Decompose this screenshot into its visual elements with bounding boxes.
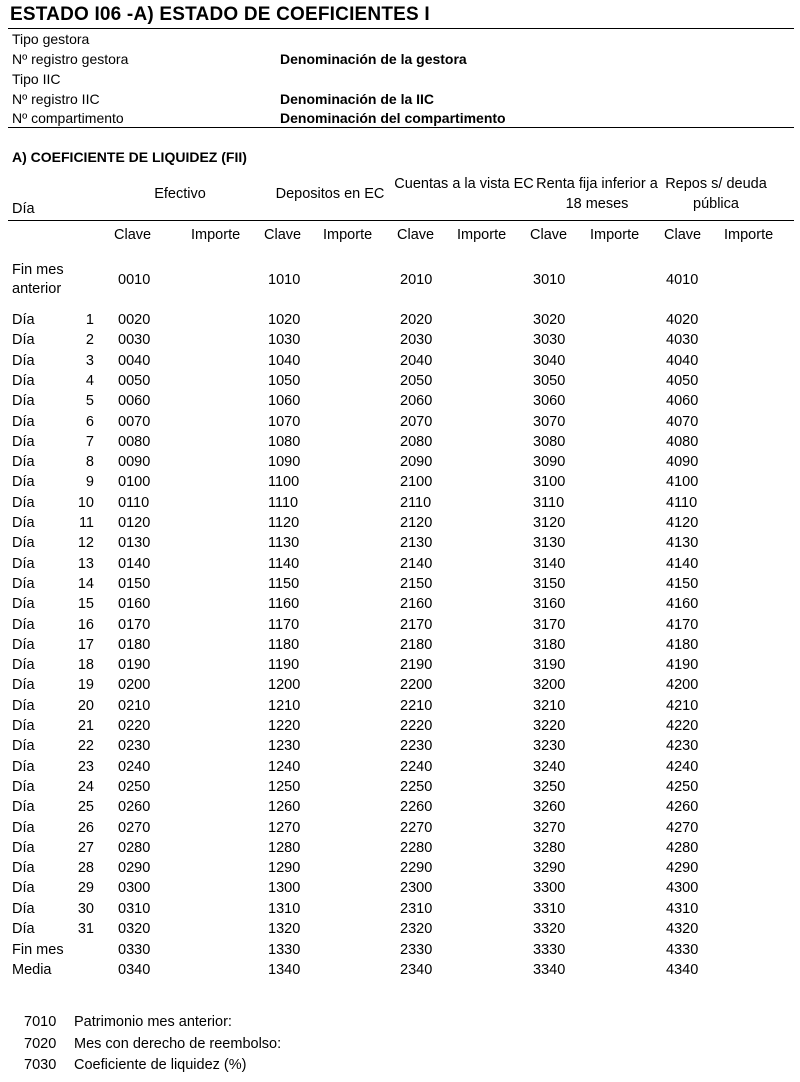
clave-code: 3100: [533, 474, 566, 491]
column-group-header: Repos s/ deuda pública: [665, 176, 767, 212]
row-day-number: 4: [85, 372, 94, 389]
clave-code: 4100: [666, 474, 699, 491]
clave-code: 3290: [533, 860, 566, 877]
column-group-header: Efectivo: [154, 186, 206, 202]
row-label: Día: [12, 880, 35, 897]
clave-code: 3170: [533, 616, 566, 633]
clave-code: 0030: [118, 332, 151, 349]
row-label: Día: [12, 312, 35, 328]
clave-code: 4300: [666, 880, 699, 897]
clave-code: 3300: [533, 880, 566, 897]
clave-code: 4020: [666, 312, 699, 328]
row-label: Día: [12, 657, 35, 674]
row-day-number: 15: [77, 596, 94, 613]
clave-code: 4030: [666, 332, 699, 349]
row-label: Día: [12, 393, 35, 410]
clave-code: 3220: [533, 718, 566, 734]
clave-code: 2160: [400, 596, 433, 613]
clave-code: 1280: [268, 839, 301, 856]
row-label: Día: [12, 596, 35, 613]
footer-label: Patrimonio mes anterior:: [74, 1014, 232, 1030]
clave-code: 0100: [118, 474, 151, 491]
clave-code: 2140: [400, 555, 433, 572]
row-day-number: 25: [77, 799, 94, 816]
clave-code: 4040: [666, 352, 699, 369]
clave-code: 2010: [400, 272, 433, 288]
footer-code: 7030: [24, 1057, 57, 1073]
clave-code: 0130: [118, 535, 151, 552]
clave-code: 2190: [400, 657, 433, 674]
header-field-value: Denominación de la IIC: [280, 91, 435, 107]
importe-header: Importe: [457, 227, 507, 243]
clave-code: 4060: [666, 393, 699, 410]
clave-code: 1250: [268, 778, 301, 795]
clave-code: 2020: [400, 312, 433, 328]
row-day-number: 22: [77, 738, 94, 755]
clave-code: 3070: [533, 413, 566, 430]
header-field: [12, 90, 772, 108]
clave-code: 2270: [400, 819, 433, 836]
row-label: Día: [12, 413, 35, 430]
clave-code: 2210: [400, 697, 433, 714]
row-label: Día: [12, 718, 35, 734]
clave-code: 1270: [268, 819, 301, 836]
clave-code: 0070: [118, 413, 151, 430]
clave-code: 3110: [533, 494, 565, 511]
clave-code: 4190: [666, 657, 699, 674]
header-field-label: Tipo IIC: [12, 71, 61, 87]
row-day-number: 10: [77, 494, 94, 511]
row-label: Día: [12, 433, 35, 450]
clave-code: 4320: [666, 921, 699, 937]
clave-code: 1240: [268, 758, 301, 775]
clave-code: 3050: [533, 372, 566, 389]
row-day-number: 30: [77, 900, 94, 917]
clave-code: 2340: [400, 962, 433, 978]
clave-code: 1110: [268, 494, 299, 511]
clave-code: 4260: [666, 799, 699, 816]
clave-code: 0220: [118, 718, 151, 734]
clave-code: 3090: [533, 454, 566, 471]
clave-code: 4130: [666, 535, 699, 552]
header-divider: [8, 127, 794, 128]
importe-header: Importe: [323, 227, 373, 243]
row-day-number: 1: [85, 312, 94, 328]
row-day-number: 16: [77, 616, 94, 633]
clave-code: 2280: [400, 839, 433, 856]
row-day-number: 14: [77, 575, 94, 592]
clave-code: 4220: [666, 718, 699, 734]
clave-code: 2220: [400, 718, 433, 734]
clave-code: 2080: [400, 433, 433, 450]
row-label: Día: [12, 474, 35, 491]
column-group-header: Renta fija inferior a 18 meses: [536, 176, 658, 212]
row-day-number: 2: [85, 332, 94, 349]
row-label: Día: [12, 535, 35, 552]
clave-code: 0240: [118, 758, 151, 775]
clave-code: 1340: [268, 962, 301, 978]
clave-code: 1260: [268, 799, 301, 816]
clave-code: 0340: [118, 962, 151, 978]
clave-code: 3040: [533, 352, 566, 369]
header-field-value: Denominación del compartimento: [280, 110, 506, 126]
clave-code: 2120: [400, 515, 433, 531]
row-label: Media: [12, 962, 52, 978]
footer-code: 7020: [24, 1036, 57, 1052]
clave-code: 0210: [118, 697, 151, 714]
clave-code: 0080: [118, 433, 151, 450]
clave-code: 4230: [666, 738, 699, 755]
clave-code: 3160: [533, 596, 566, 613]
row-label: Día: [12, 494, 35, 511]
clave-code: 1080: [268, 433, 301, 450]
clave-code: 1300: [268, 880, 301, 897]
clave-code: 4010: [666, 272, 699, 288]
clave-code: 1180: [268, 636, 300, 653]
clave-code: 4180: [666, 636, 699, 653]
importe-header: Importe: [590, 227, 640, 243]
row-label: Día: [12, 900, 35, 917]
row-label: Día: [12, 758, 35, 775]
clave-code: 0230: [118, 738, 151, 755]
importe-header: Importe: [191, 227, 241, 243]
row-label: Día: [12, 372, 35, 389]
clave-code: 4150: [666, 575, 699, 592]
header-field: [12, 70, 772, 88]
clave-code: 0260: [118, 799, 151, 816]
clave-code: 1090: [268, 454, 301, 471]
clave-code: 4170: [666, 616, 699, 633]
row-label: Día: [12, 819, 35, 836]
clave-code: 2230: [400, 738, 433, 755]
row-label: Día: [12, 454, 35, 471]
clave-code: 3270: [533, 819, 566, 836]
clave-code: 0150: [118, 575, 151, 592]
clave-code: 0280: [118, 839, 151, 856]
clave-code: 2090: [400, 454, 433, 471]
column-group-header: Depositos en EC: [275, 186, 385, 202]
header-field: [12, 30, 772, 48]
clave-code: 2110: [400, 494, 432, 511]
row-label: Fin mes: [12, 941, 64, 958]
clave-code: 3020: [533, 312, 566, 328]
row-label: Día: [12, 515, 35, 531]
clave-code: 1210: [268, 697, 301, 714]
row-day-number: 19: [77, 677, 94, 694]
clave-code: 3180: [533, 636, 566, 653]
row-day-number: 29: [77, 880, 94, 897]
row-day-number: 23: [77, 758, 94, 775]
clave-code: 0160: [118, 596, 151, 613]
row-day-number: 11: [78, 515, 94, 531]
clave-code: 3310: [533, 900, 566, 917]
row-day-number: 12: [77, 535, 94, 552]
row-label: Fin mes anterior: [12, 262, 64, 297]
clave-code: 3260: [533, 799, 566, 816]
clave-code: 3060: [533, 393, 566, 410]
header-field-label: Nº compartimento: [12, 110, 124, 126]
importe-header: Importe: [724, 227, 774, 243]
clave-code: 2330: [400, 941, 433, 958]
header-field: [12, 50, 772, 68]
clave-code: 1200: [268, 677, 301, 694]
row-label: Día: [12, 799, 35, 816]
row-day-number: 24: [77, 778, 94, 795]
clave-code: 4240: [666, 758, 699, 775]
column-group-header: Cuentas a la vista EC: [394, 176, 534, 192]
row-day-number: 27: [77, 839, 94, 856]
clave-code: 4080: [666, 433, 699, 450]
row-label: Día: [12, 555, 35, 572]
clave-code: 4250: [666, 778, 699, 795]
clave-code: 2240: [400, 758, 433, 775]
clave-code: 3150: [533, 575, 566, 592]
clave-code: 1010: [268, 272, 301, 288]
row-day-number: 31: [77, 921, 94, 937]
clave-code: 1070: [268, 413, 301, 430]
row-label: Día: [12, 738, 35, 755]
clave-code: 4290: [666, 860, 699, 877]
header-field-value: Denominación de la gestora: [280, 51, 467, 67]
row-label: Día: [12, 860, 35, 877]
clave-code: 3240: [533, 758, 566, 775]
table-header-divider: [8, 220, 794, 221]
clave-code: 3330: [533, 941, 566, 958]
footer-label: Coeficiente de liquidez (%): [74, 1057, 247, 1073]
clave-code: 3080: [533, 433, 566, 450]
row-day-number: 13: [77, 555, 94, 572]
row-day-number: 9: [85, 474, 94, 491]
clave-code: 1230: [268, 738, 301, 755]
clave-code: 1310: [268, 900, 301, 917]
clave-code: 3230: [533, 738, 566, 755]
clave-code: 2300: [400, 880, 433, 897]
header-field-label: Nº registro IIC: [12, 91, 100, 107]
clave-code: 4110: [666, 494, 698, 511]
clave-code: 4340: [666, 962, 699, 978]
row-label: Día: [12, 778, 35, 795]
clave-code: 1020: [268, 312, 301, 328]
clave-code: 0190: [118, 657, 151, 674]
clave-code: 2170: [400, 616, 433, 633]
clave-code: 2040: [400, 352, 433, 369]
clave-code: 2050: [400, 372, 433, 389]
clave-header: Clave: [530, 227, 568, 243]
clave-code: 3190: [533, 657, 566, 674]
row-day-number: 17: [77, 636, 94, 653]
clave-code: 1140: [268, 555, 300, 572]
clave-code: 4310: [666, 900, 699, 917]
header-field: [12, 109, 772, 127]
row-day-number: 5: [85, 393, 94, 410]
clave-code: 3320: [533, 921, 566, 937]
clave-code: 3280: [533, 839, 566, 856]
clave-code: 1040: [268, 352, 301, 369]
clave-code: 1060: [268, 393, 301, 410]
clave-code: 0200: [118, 677, 151, 694]
clave-code: 4050: [666, 372, 699, 389]
row-label: Día: [12, 839, 35, 856]
clave-code: 3140: [533, 555, 566, 572]
clave-code: 1330: [268, 941, 301, 958]
clave-code: 0320: [118, 921, 151, 937]
clave-code: 2320: [400, 921, 433, 937]
clave-code: 3130: [533, 535, 566, 552]
clave-code: 0310: [118, 900, 151, 917]
clave-code: 2070: [400, 413, 433, 430]
row-label: Día: [12, 332, 35, 349]
clave-code: 0040: [118, 352, 151, 369]
clave-code: 4090: [666, 454, 699, 471]
clave-code: 3120: [533, 515, 566, 531]
row-label: Día: [12, 677, 35, 694]
row-day-number: 20: [77, 697, 94, 714]
clave-code: 4200: [666, 677, 699, 694]
row-label: Día: [12, 575, 35, 592]
header-field-label: Nº registro gestora: [12, 51, 129, 67]
clave-code: 1050: [268, 372, 301, 389]
clave-code: 0090: [118, 454, 151, 471]
clave-code: 4210: [666, 697, 699, 714]
clave-code: 0060: [118, 393, 151, 410]
clave-code: 1320: [268, 921, 301, 937]
clave-code: 3200: [533, 677, 566, 694]
clave-code: 2310: [400, 900, 433, 917]
section-title: A) COEFICIENTE DE LIQUIDEZ (FII): [12, 149, 247, 165]
clave-code: 4120: [666, 515, 699, 531]
clave-header: Clave: [264, 227, 302, 243]
clave-code: 1290: [268, 860, 301, 877]
clave-code: 0330: [118, 941, 151, 958]
clave-code: 0110: [118, 494, 150, 511]
clave-code: 3250: [533, 778, 566, 795]
clave-code: 1160: [268, 596, 300, 613]
row-label: Día: [12, 636, 35, 653]
row-label: Día: [12, 616, 35, 633]
row-day-number: 21: [77, 718, 94, 734]
clave-code: 1120: [268, 515, 300, 531]
clave-code: 0290: [118, 860, 151, 877]
clave-code: 1130: [268, 535, 300, 552]
clave-code: 4280: [666, 839, 699, 856]
clave-code: 0270: [118, 819, 151, 836]
clave-code: 3340: [533, 962, 566, 978]
clave-code: 2180: [400, 636, 433, 653]
clave-code: 0170: [118, 616, 151, 633]
clave-header: Clave: [397, 227, 435, 243]
row-label: Día: [12, 352, 35, 369]
clave-code: 4140: [666, 555, 699, 572]
clave-code: 2260: [400, 799, 433, 816]
clave-code: 0120: [118, 515, 151, 531]
clave-code: 1100: [268, 474, 300, 491]
clave-code: 1170: [268, 616, 300, 633]
title-divider: [8, 28, 794, 29]
clave-code: 2290: [400, 860, 433, 877]
footer-code: 7010: [24, 1014, 57, 1030]
clave-code: 0050: [118, 372, 151, 389]
row-day-number: 28: [77, 860, 94, 877]
clave-code: 2250: [400, 778, 433, 795]
row-day-number: 7: [85, 433, 94, 450]
clave-code: 4270: [666, 819, 699, 836]
clave-code: 0020: [118, 312, 151, 328]
clave-code: 2100: [400, 474, 433, 491]
clave-code: 1030: [268, 332, 301, 349]
clave-code: 4330: [666, 941, 699, 958]
clave-code: 2150: [400, 575, 433, 592]
clave-code: 3210: [533, 697, 566, 714]
row-label: Día: [12, 697, 35, 714]
clave-code: 0140: [118, 555, 151, 572]
clave-code: 0180: [118, 636, 151, 653]
row-day-number: 8: [85, 454, 94, 471]
header-field-label: Tipo gestora: [12, 31, 90, 47]
clave-header: Clave: [114, 227, 152, 243]
dia-column-header: Día: [12, 201, 35, 217]
row-day-number: 6: [85, 413, 94, 430]
clave-code: 0300: [118, 880, 151, 897]
clave-code: 2060: [400, 393, 433, 410]
clave-code: 0250: [118, 778, 151, 795]
row-day-number: 3: [85, 352, 94, 369]
clave-code: 1220: [268, 718, 301, 734]
clave-code: 4160: [666, 596, 699, 613]
row-day-number: 26: [77, 819, 94, 836]
clave-code: 2030: [400, 332, 433, 349]
clave-code: 4070: [666, 413, 699, 430]
page-title: ESTADO I06 -A) ESTADO DE COEFICIENTES I: [10, 4, 430, 25]
clave-code: 3010: [533, 272, 566, 288]
clave-header: Clave: [664, 227, 702, 243]
row-day-number: 18: [77, 657, 94, 674]
clave-code: 3030: [533, 332, 566, 349]
clave-code: 2130: [400, 535, 433, 552]
clave-code: 0010: [118, 272, 151, 288]
clave-code: 1190: [268, 657, 300, 674]
clave-code: 1150: [268, 575, 300, 592]
clave-code: 2200: [400, 677, 433, 694]
row-label: Día: [12, 921, 35, 937]
footer-label: Mes con derecho de reembolso:: [74, 1036, 282, 1052]
